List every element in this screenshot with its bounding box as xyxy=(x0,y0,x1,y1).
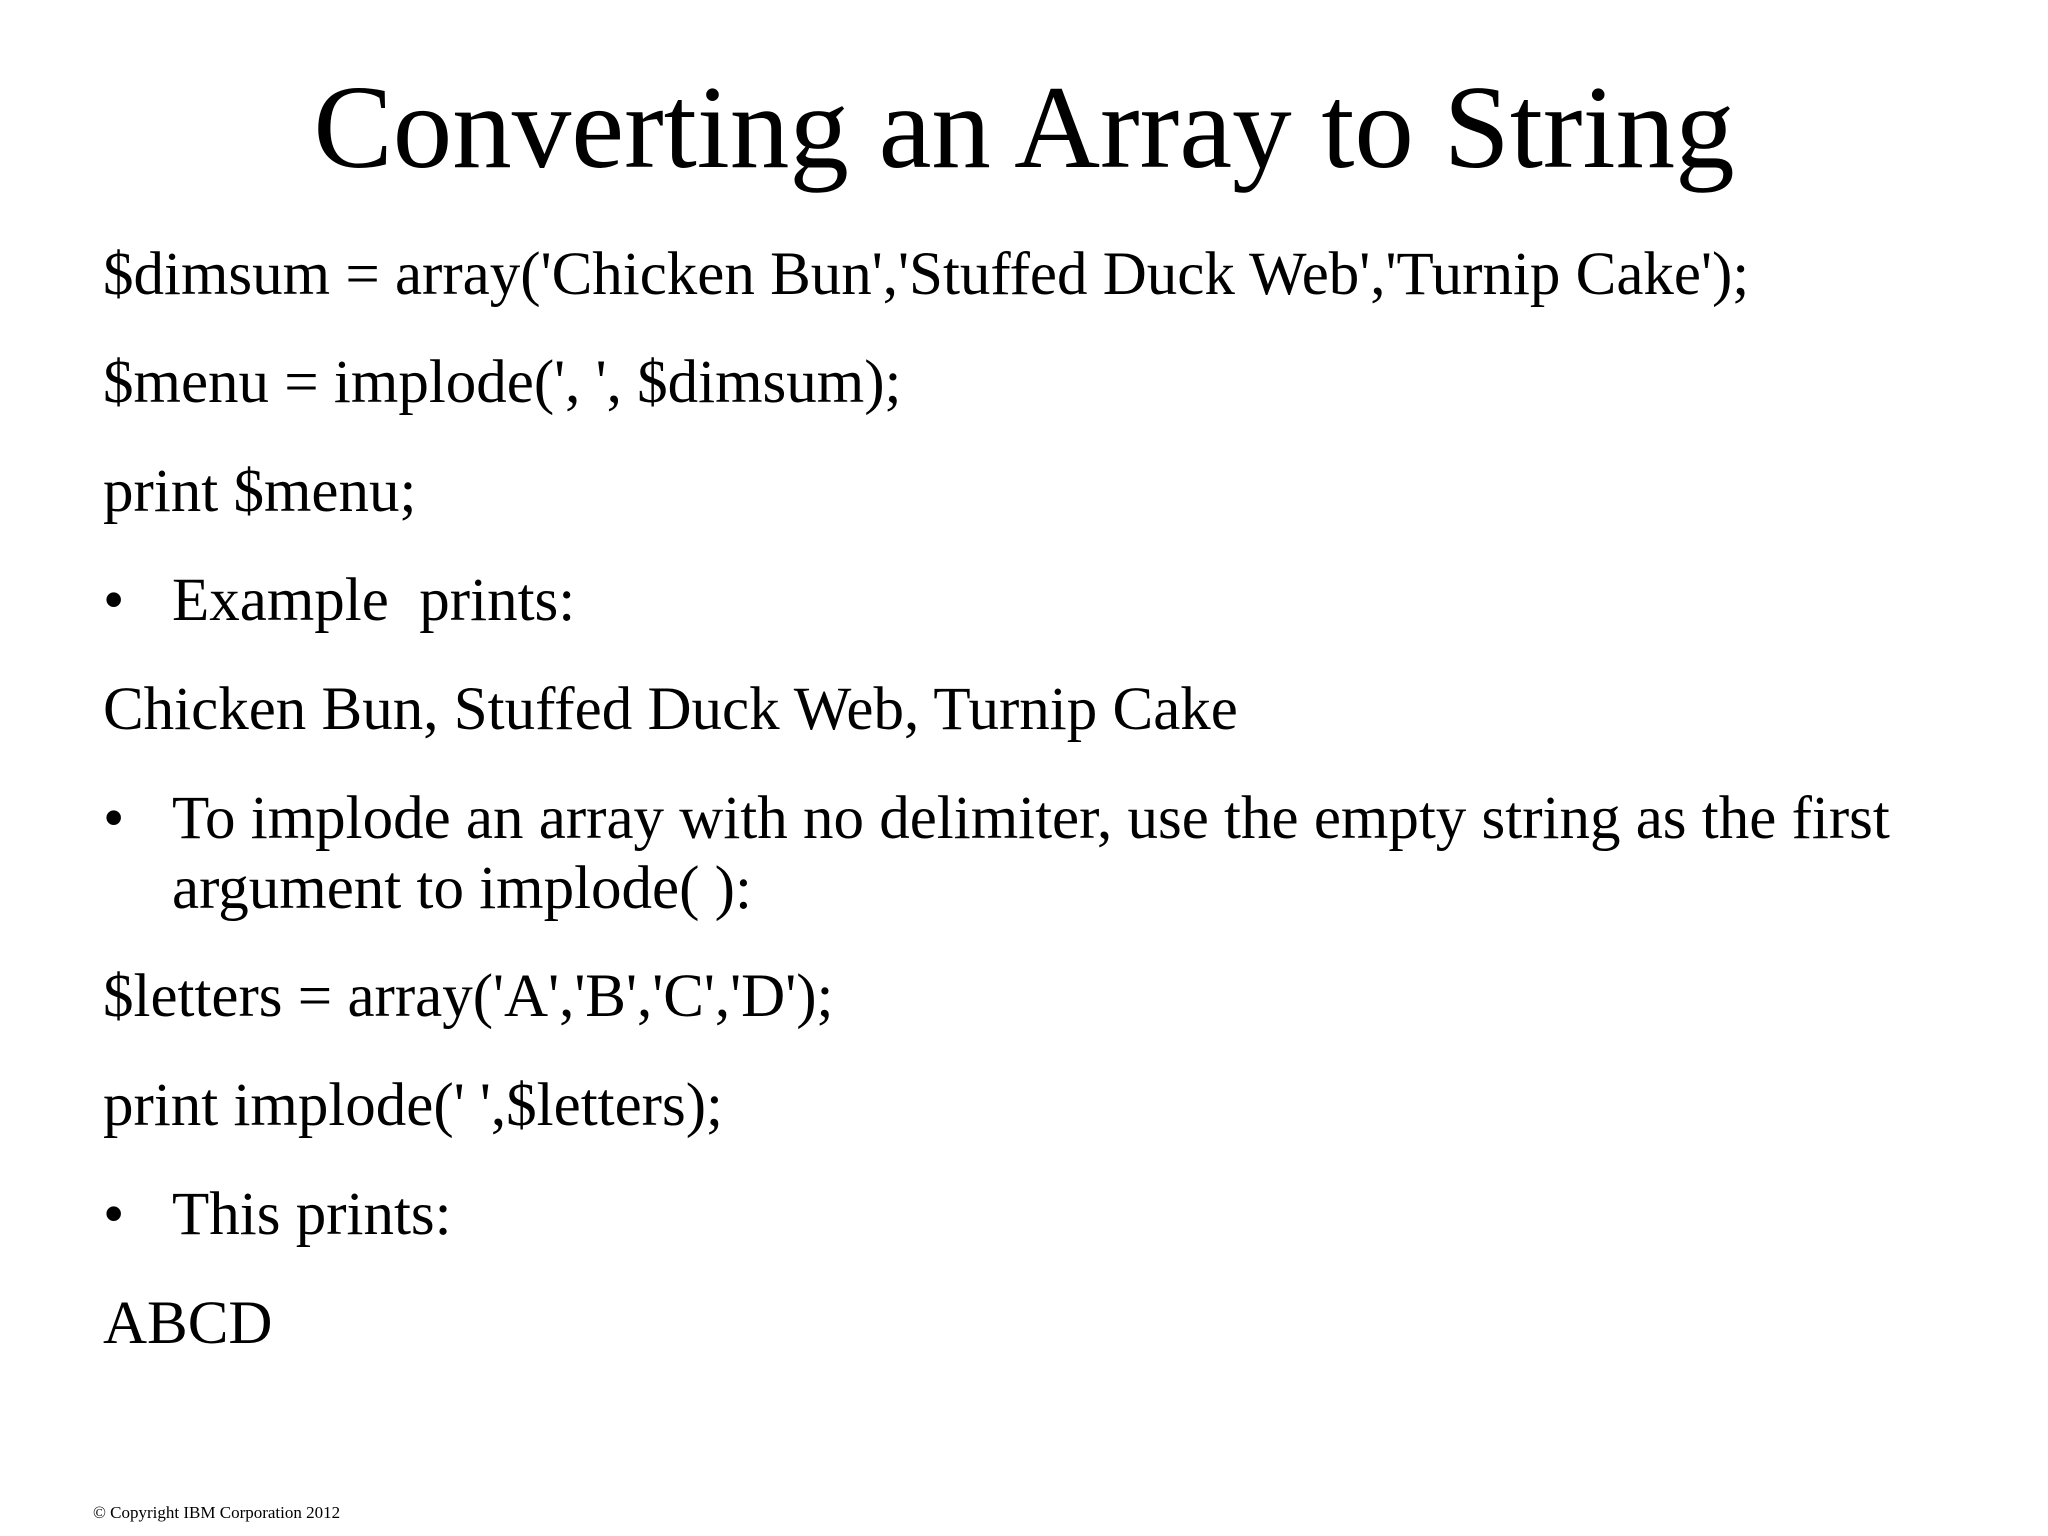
code-line-print-implode: print implode(' ',$letters); xyxy=(103,1072,723,1139)
code-line-dimsum: $dimsum = array('Chicken Bun','Stuffed Duck Web','Turnip Cake'); xyxy=(103,241,1750,308)
bullet-text: Example prints: xyxy=(172,567,576,634)
code-line-menu: $menu = implode(', ', $dimsum); xyxy=(103,349,902,416)
slide-title: Converting an Array to String xyxy=(313,61,1735,193)
code-line-letters: $letters = array('A','B','C','D'); xyxy=(103,963,834,1030)
bullet-icon: • xyxy=(103,785,125,852)
bullet-text-line2: argument to implode( ): xyxy=(172,855,752,922)
output-line-letters: ABCD xyxy=(103,1290,273,1357)
bullet-text-line1: To implode an array with no delimiter, use the empty string as the first xyxy=(172,785,1890,852)
copyright-footer: © Copyright IBM Corporation 2012 xyxy=(93,1503,341,1522)
code-line-print-menu: print $menu; xyxy=(103,458,417,525)
bullet-icon: • xyxy=(103,567,125,634)
bullet-icon: • xyxy=(103,1181,125,1248)
output-line-menu: Chicken Bun, Stuffed Duck Web, Turnip Cake xyxy=(103,676,1238,743)
bullet-text: This prints: xyxy=(172,1181,452,1248)
